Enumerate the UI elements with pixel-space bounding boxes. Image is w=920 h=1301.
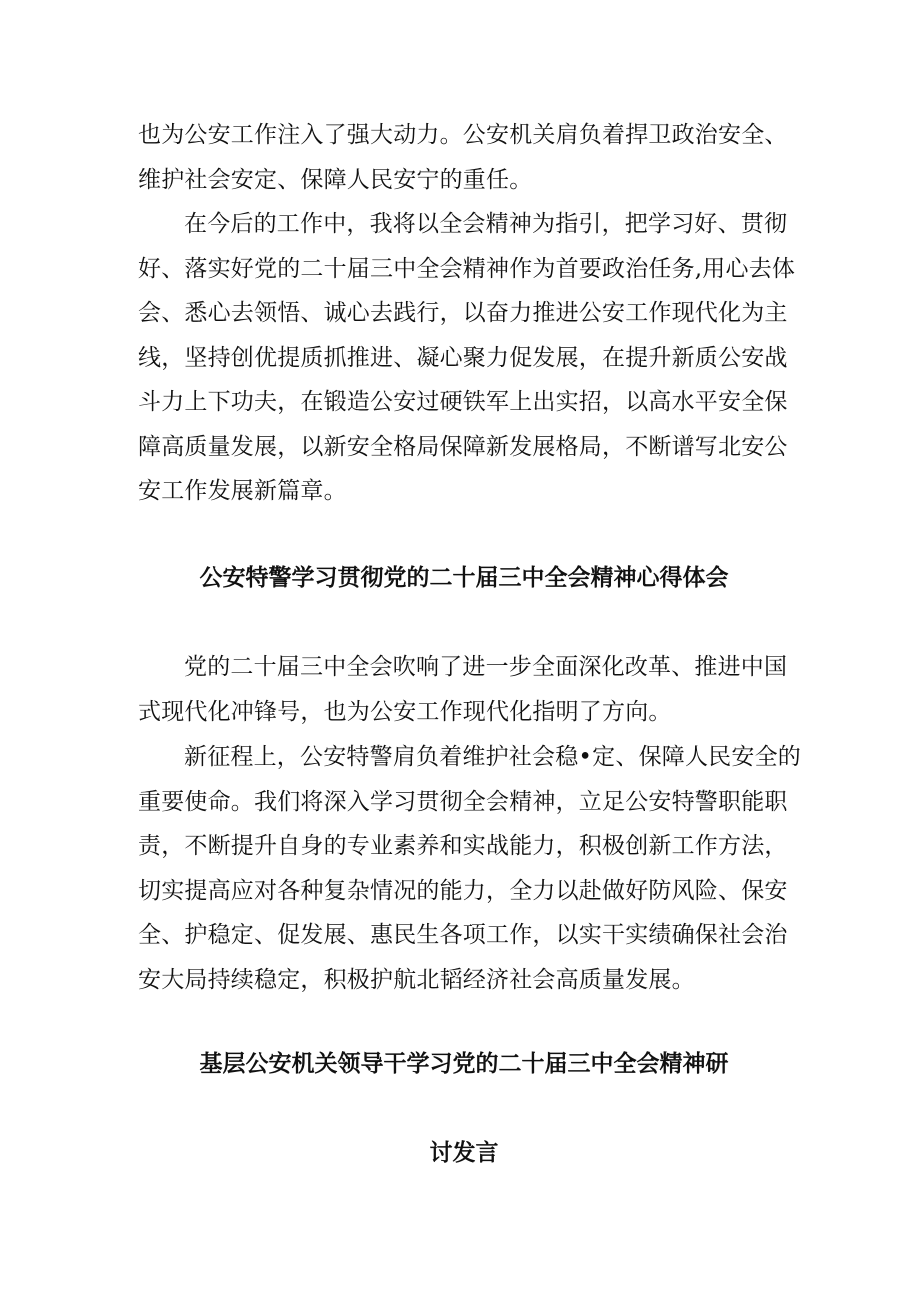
paragraph-line: 也为公安工作注入了强大动力。公安机关肩负着捍卫政治安全、	[138, 122, 788, 148]
paragraph-1	[138, 113, 790, 202]
paragraph-line: 线，坚持创优提质抓推进、凝心聚力促发展，在提升新质公安战	[138, 344, 788, 371]
paragraph-3	[138, 645, 790, 734]
paragraph-line: 安大局持续稳定，积极护航北韬经济社会高质量发展。	[138, 966, 695, 993]
paragraph-line: 维护社会安定、保障人民安宁的重任。	[138, 166, 533, 193]
paragraph-line: 全、护稳定、促发展、惠民生各项工作，以实干实绩确保社会治	[138, 922, 788, 948]
paragraph-line: 斗力上下功夫，在锻造公安过硬铁军上出实招，以高水平安全保	[138, 389, 788, 415]
paragraph-line: 切实提高应对各种复杂情况的能力，全力以赴做好防风险、保安	[138, 877, 788, 904]
paragraph-line: 党的二十届三中全会吹响了进一步全面深化改革、推进中国	[184, 654, 788, 680]
paragraph-line: 责，不断提升自身的专业素养和实战能力，积极创新工作方法，	[138, 833, 788, 859]
section-heading-1: 公安特警学习贯彻党的二十届三中全会精神心得体会	[199, 565, 729, 591]
section-heading-2-line-1: 基层公安机关领导干学习党的二十届三中全会精神研	[199, 1051, 729, 1077]
paragraph-line: 会、悉心去领悟、诚心去践行，以奋力推进公安工作现代化为主	[138, 300, 788, 326]
paragraph-line: 重要使命。我们将深入学习贯彻全会精神，立足公安特警职能职	[138, 788, 788, 815]
paragraph-line: 新征程上，公安特警肩负着维护社会稳•定、保障人民安全的	[184, 744, 801, 770]
paragraph-line: 式现代化冲锋号，也为公安工作现代化指明了方向。	[138, 698, 672, 725]
paragraph-line: 好、落实好党的二十届三中全会精神作为首要政治任务,用心去体	[138, 255, 796, 282]
paragraph-2	[138, 202, 796, 514]
section-heading-2-line-2: 讨发言	[429, 1140, 499, 1166]
paragraph-line: 障高质量发展，以新安全格局保障新发展格局，不断谱写北安公	[138, 433, 788, 460]
paragraph-4	[138, 735, 801, 1002]
paragraph-line: 安工作发展新篇章。	[138, 478, 347, 504]
paragraph-line: 在今后的工作中，我将以全会精神为指引，把学习好、贯彻	[184, 211, 788, 237]
